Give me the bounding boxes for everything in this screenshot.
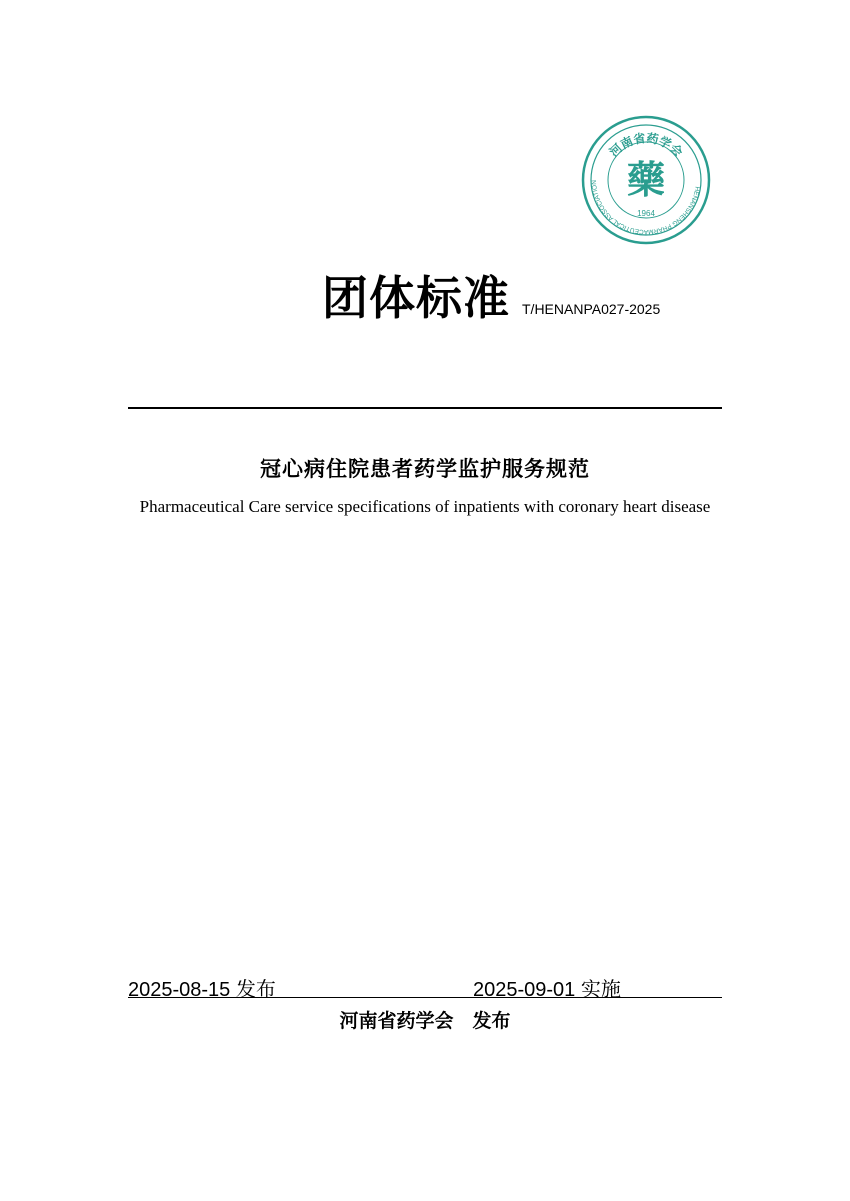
header-divider	[128, 407, 722, 409]
seal-center-glyph: 藥	[626, 158, 666, 202]
date-line	[128, 970, 722, 1001]
document-type-title: 团体标准	[322, 271, 510, 325]
seal-year: 1964	[637, 209, 655, 218]
header-line	[322, 262, 660, 328]
document-code: T/HENANPA027-2025	[522, 301, 661, 317]
seal-top-text: 河南省药学会	[606, 131, 686, 160]
effective-date: 2025-09-01 实施	[473, 979, 621, 1001]
seal-ring-text: HENANSHENG PHARMACEUTICAL ASSOCIATION	[590, 179, 701, 236]
association-seal-logo	[581, 115, 711, 245]
standard-title-english: Pharmaceutical Care service specifications of inpatients with coronary heart disease	[139, 497, 711, 516]
standard-title-chinese: 冠心病住院患者药学监护服务规范	[260, 457, 590, 481]
publisher-line: 河南省药学会 发布	[339, 1010, 511, 1032]
issue-date: 2025-08-15 发布	[128, 979, 276, 1001]
